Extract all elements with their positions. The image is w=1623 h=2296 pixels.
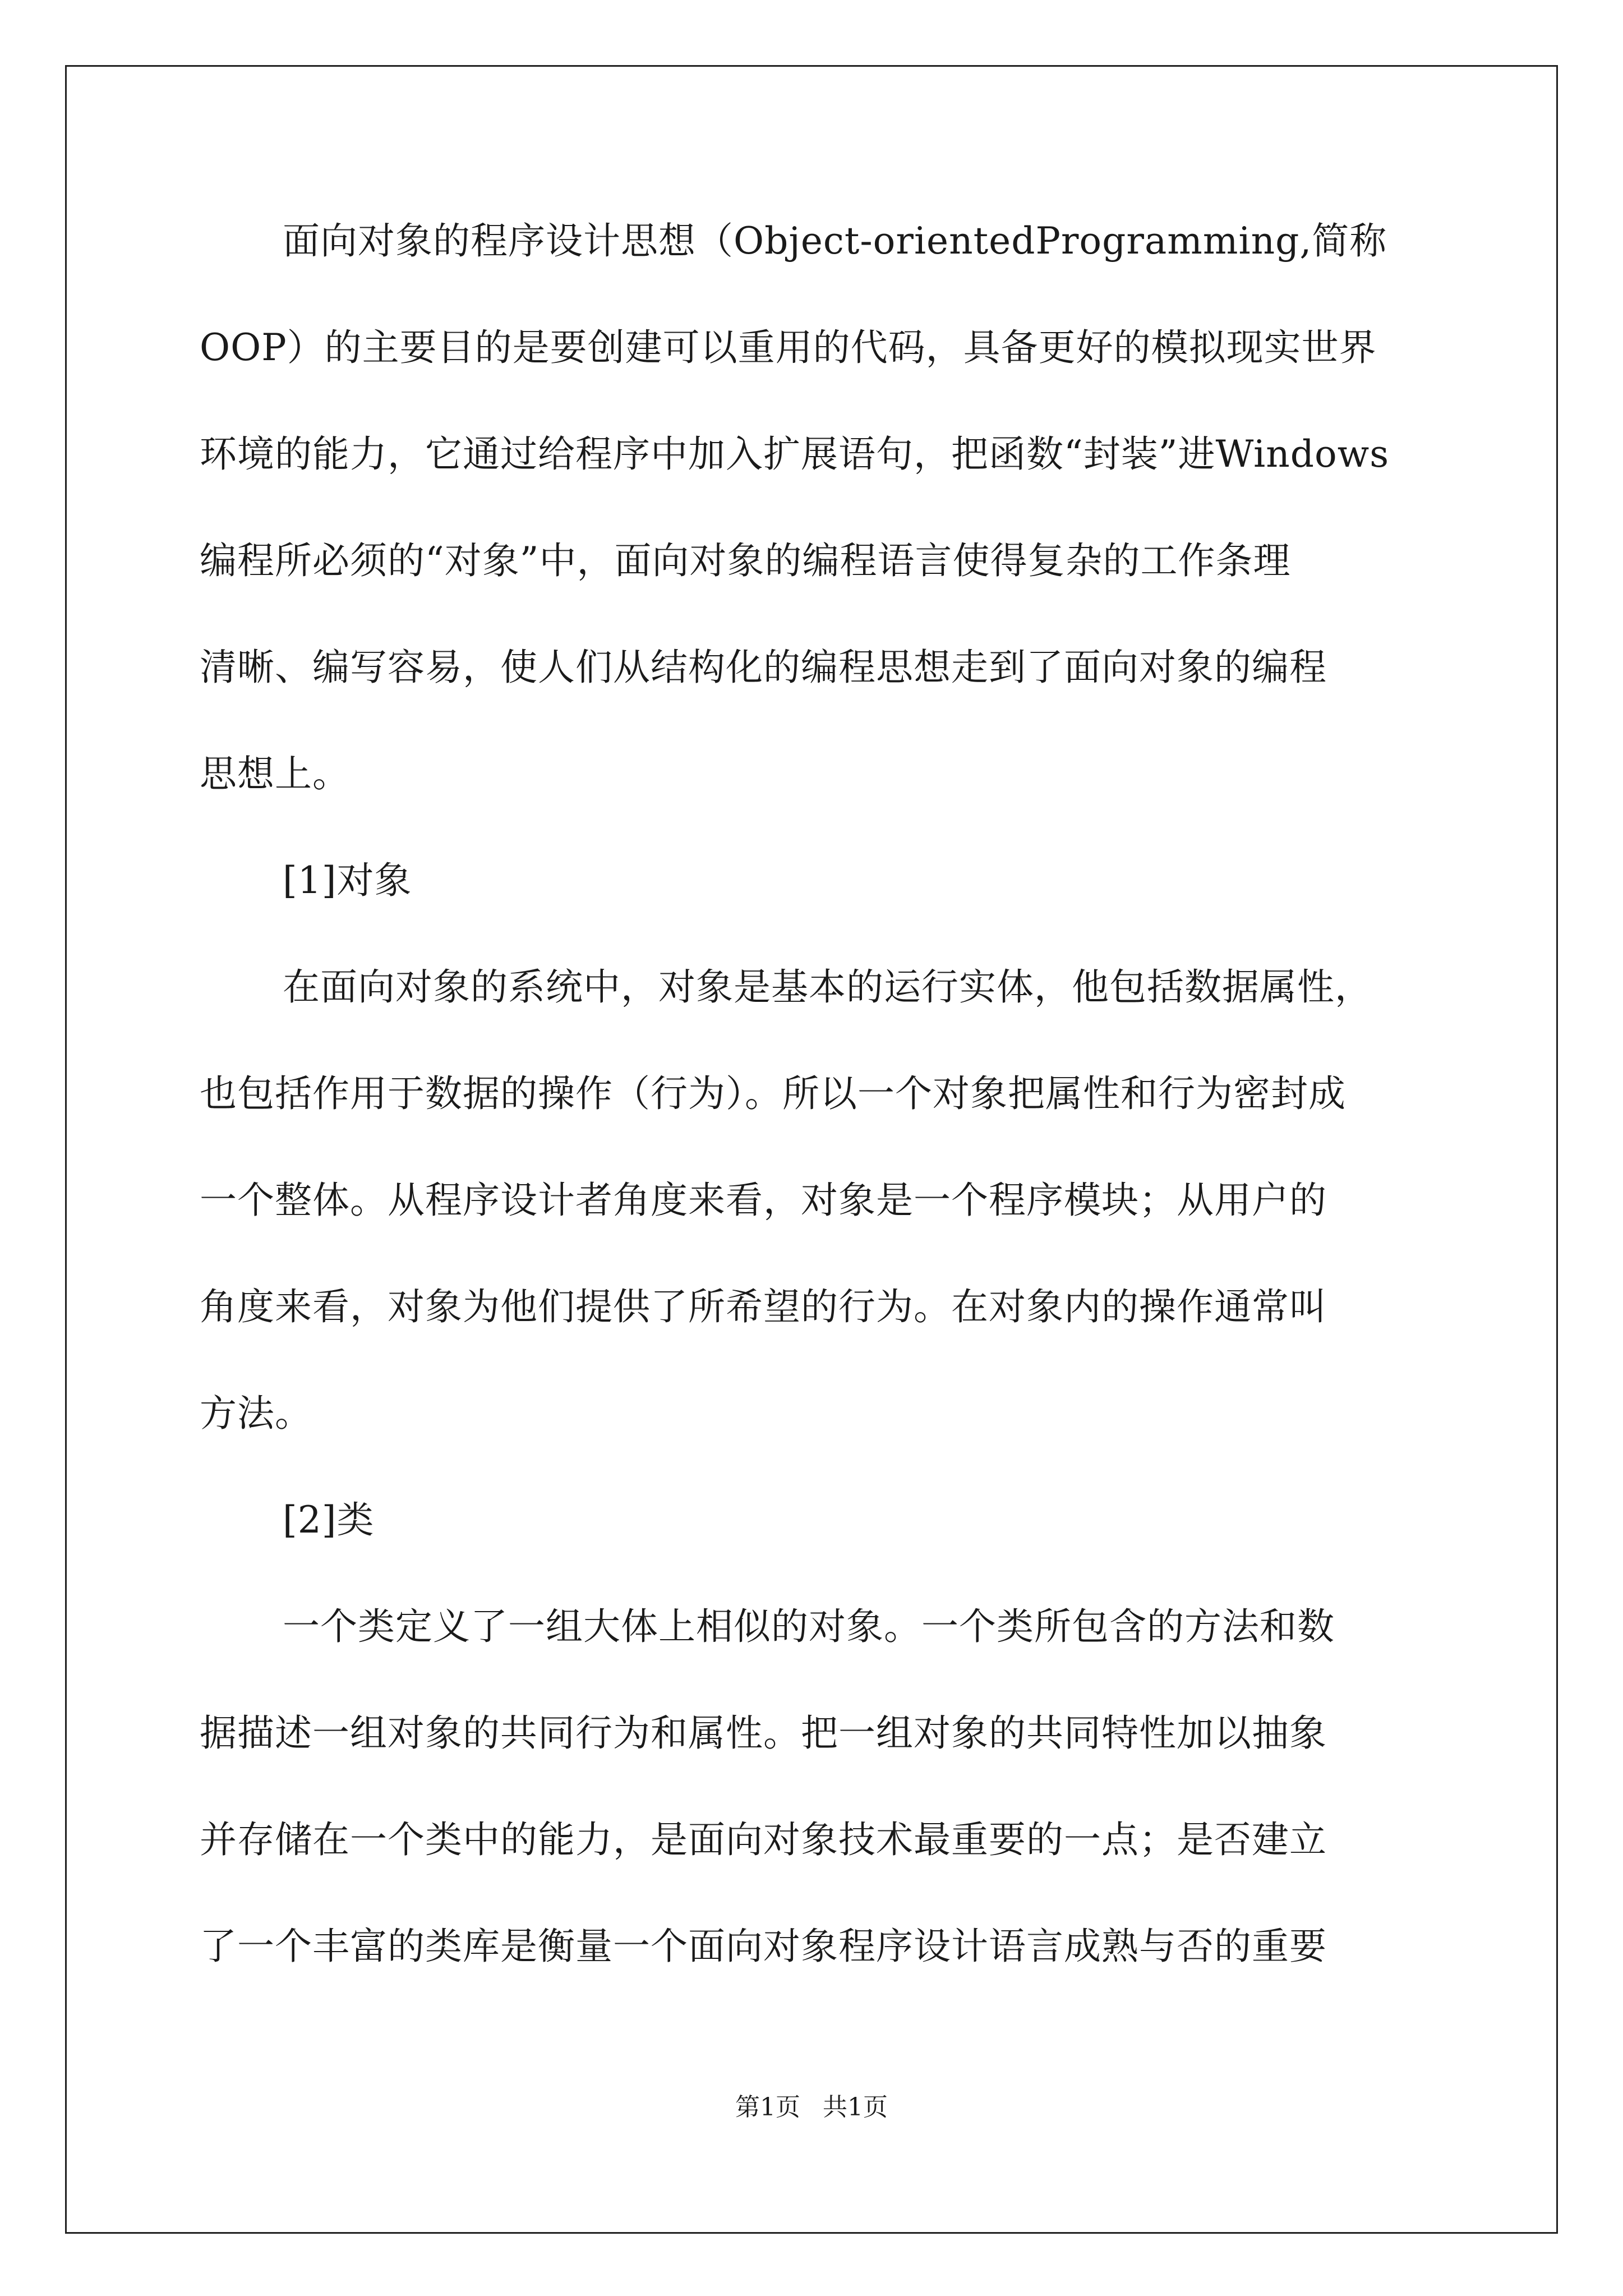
paragraph-line: 角度来看，对象为他们提供了所希望的行为。在对象内的操作通常叫 bbox=[200, 1285, 1327, 1328]
paragraph-line: 了一个丰富的类库是衡量一个面向对象程序设计语言成熟与否的重要 bbox=[200, 1925, 1327, 1968]
paragraph-line: 方法。 bbox=[200, 1392, 312, 1435]
page-number: 第1页 bbox=[735, 2093, 800, 2122]
paragraph-line: 一个类定义了一组大体上相似的对象。一个类所包含的方法和数 bbox=[283, 1605, 1335, 1648]
paragraph-line: 编程所必须的“对象”中，面向对象的编程语言使得复杂的工作条理 bbox=[200, 539, 1291, 582]
page-footer bbox=[0, 2087, 1623, 2123]
paragraph-line: 也包括作用于数据的操作（行为）。所以一个对象把属性和行为密封成 bbox=[200, 1072, 1346, 1115]
paragraph-line: 清晰、编写容易，使人们从结构化的编程思想走到了面向对象的编程 bbox=[200, 646, 1327, 689]
paragraph-line: 面向对象的程序设计思想（Object-orientedProgramming,简称 bbox=[283, 219, 1387, 263]
paragraph-line: 思想上。 bbox=[200, 752, 350, 795]
section-heading: [1]对象 bbox=[283, 859, 412, 902]
page-total: 共1页 bbox=[823, 2093, 888, 2122]
page-frame bbox=[65, 65, 1558, 2234]
paragraph-line: OOP）的主要目的是要创建可以重用的代码，具备更好的模拟现实世界 bbox=[200, 326, 1377, 369]
paragraph-line: 并存储在一个类中的能力，是面向对象技术最重要的一点；是否建立 bbox=[200, 1818, 1327, 1861]
section-heading: [2]类 bbox=[283, 1498, 375, 1542]
paragraph-line: 一个整体。从程序设计者角度来看，对象是一个程序模块；从用户的 bbox=[200, 1179, 1327, 1222]
paragraph-line: 环境的能力，它通过给程序中加入扩展语句，把函数“封装”进Windows bbox=[200, 432, 1390, 476]
paragraph-line: 在面向对象的系统中，对象是基本的运行实体，他包括数据属性， bbox=[283, 965, 1372, 1009]
paragraph-line: 据描述一组对象的共同行为和属性。把一组对象的共同特性加以抽象 bbox=[200, 1711, 1327, 1755]
